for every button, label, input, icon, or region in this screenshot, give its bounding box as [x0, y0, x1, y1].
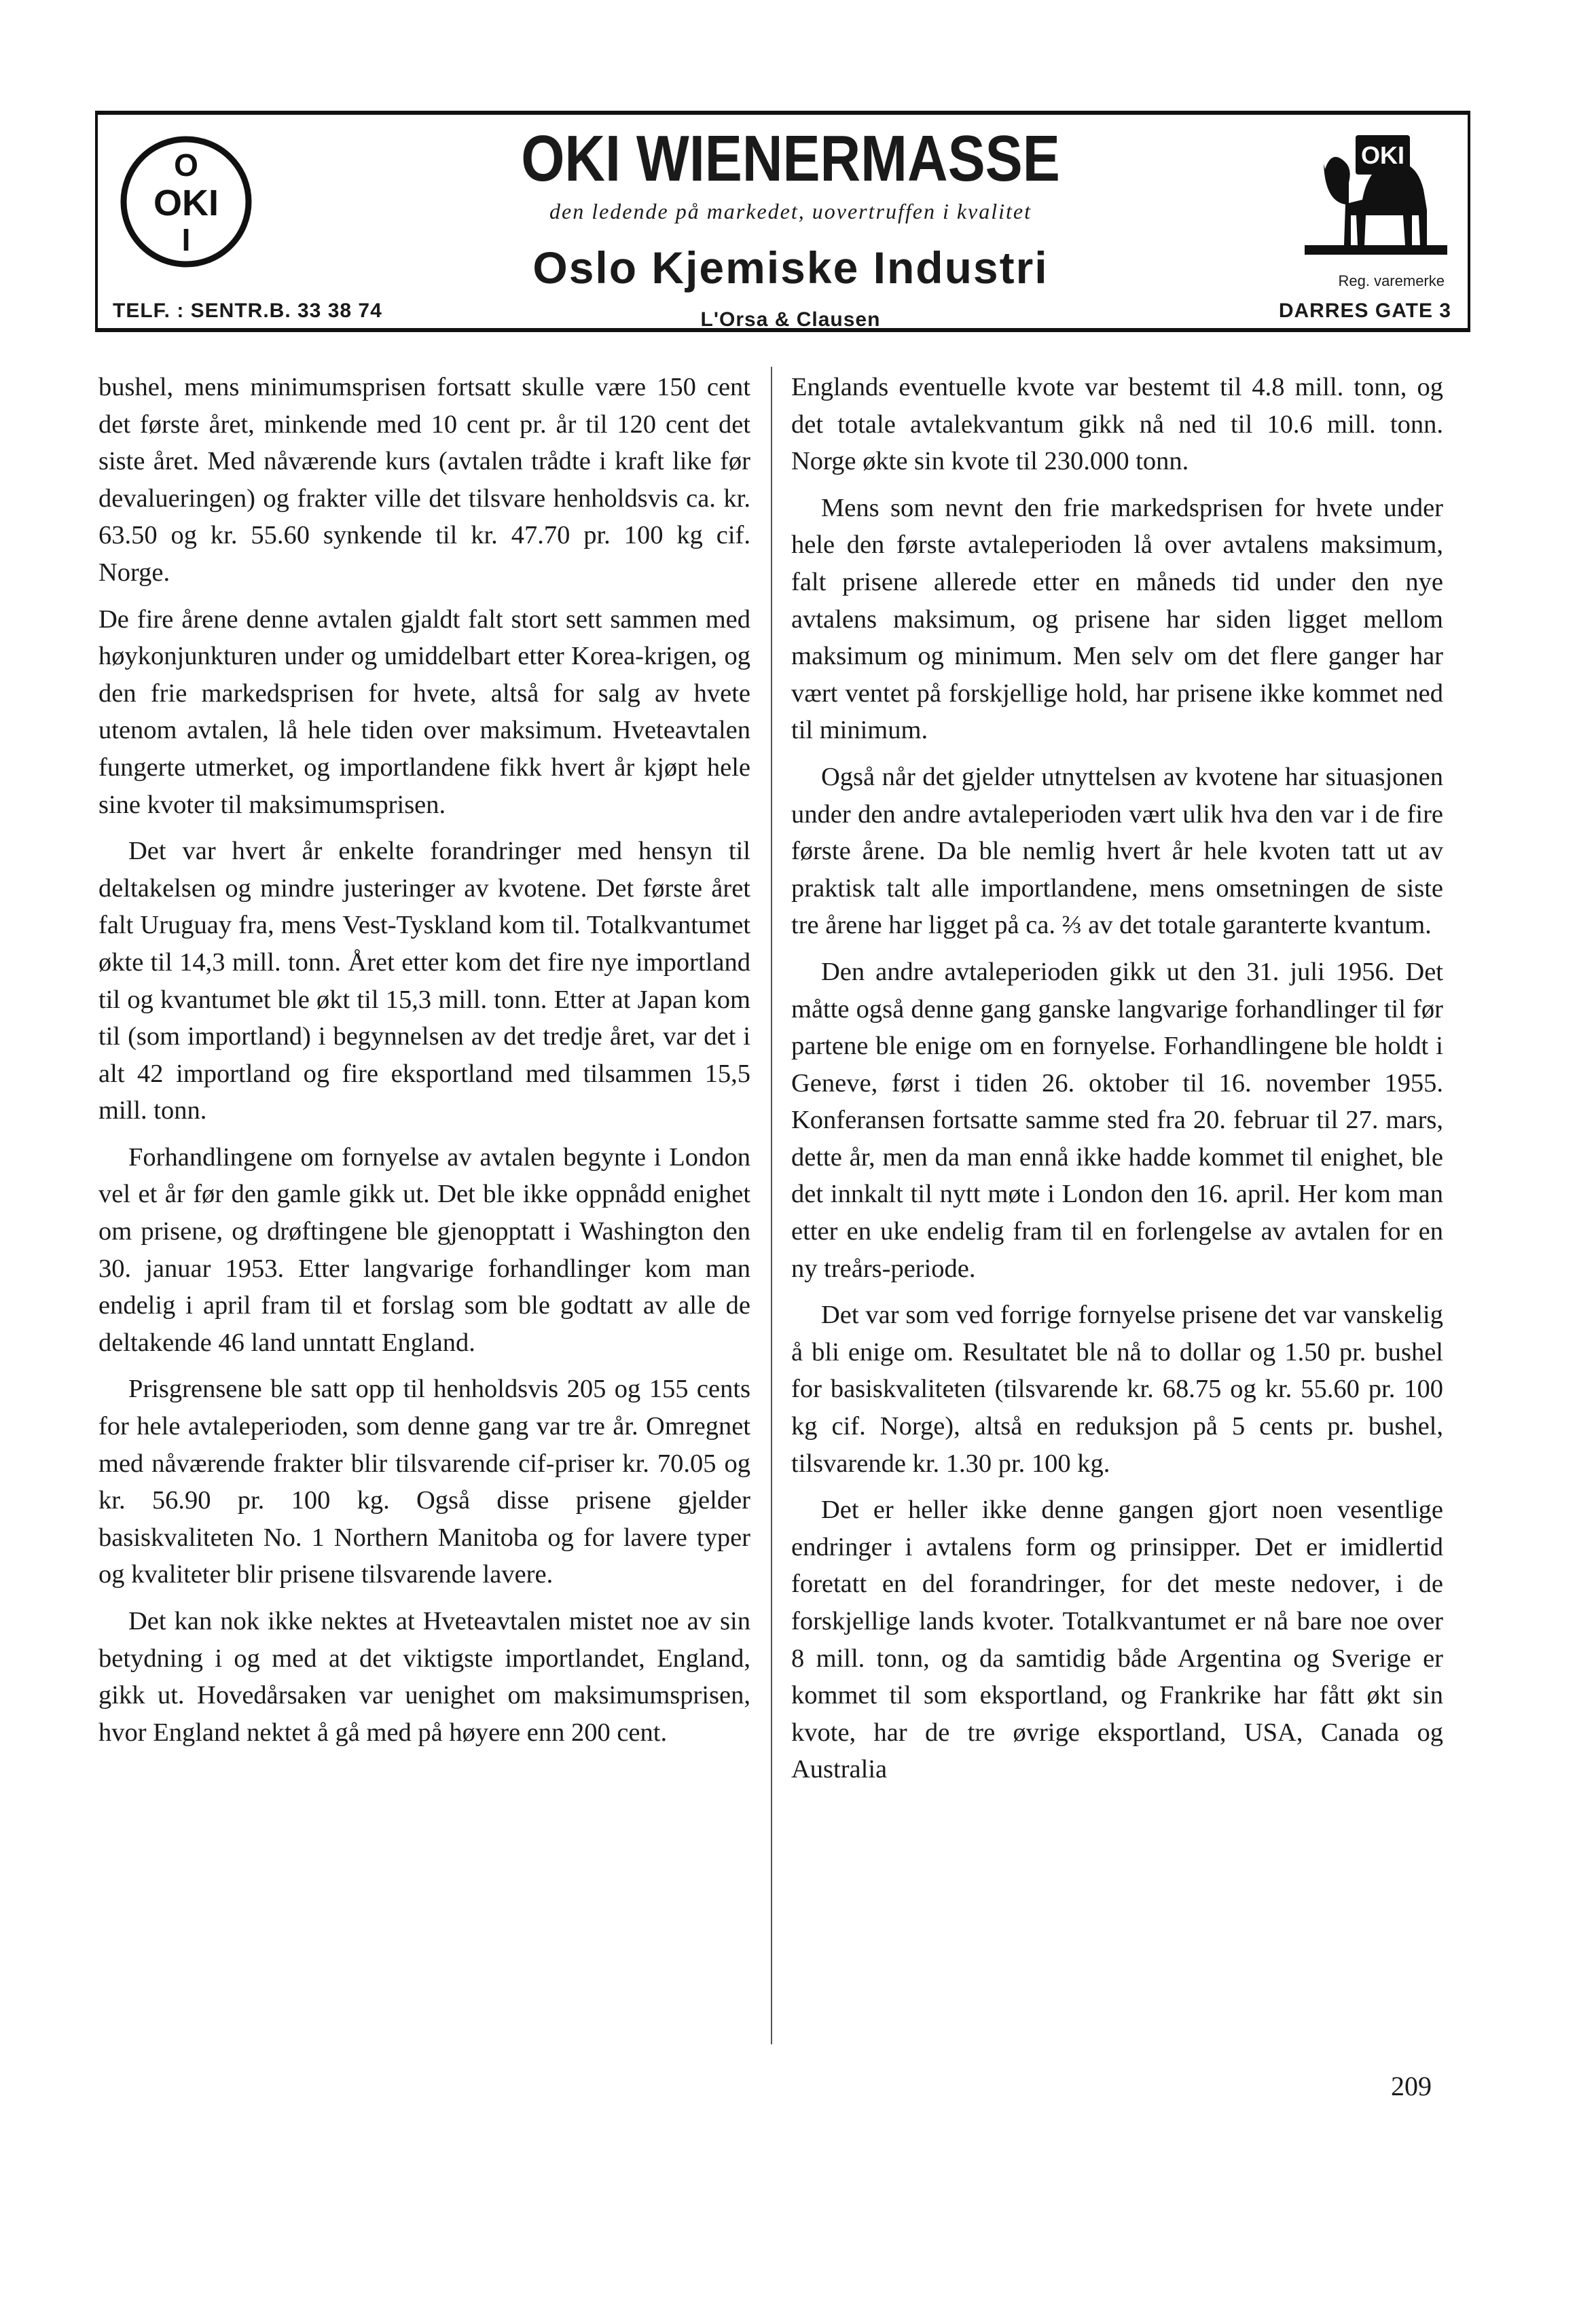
logo-bottom-letter: I: [181, 222, 191, 257]
registered-trademark-note: Reg. varemerke: [1338, 272, 1445, 289]
oki-logo-icon: [118, 134, 254, 270]
paragraph: Det er heller ikke denne gangen gjort noen vesentlige endringer i avtalens form og prinsipper. Det er imidlertid foretatt en del forandringer, for det meste nedover, i de forskjellige lands kvoter. Totalkvantumet er nå bare noe over 8 mill. tonn, og da samtidig både Argentina og Sverige er kommet til som eksportland, og Frankrike har fått økt sin kvote, har de tre øvrige eksportland, USA, Canada og Australia: [791, 1496, 1443, 1784]
paragraph: Mens som nevnt den frie markedsprisen for hvete under hele den første avtaleperioden lå over avtalens maksimum, falt prisene allerede etter en måneds tid under den nye avtalens maksimum, og prisene har siden ligget mellom maksimum og minimum. Men selv om det flere ganger har vært ventet på forskjellige hold, har prisene ikke kommet ned til minimum.: [791, 493, 1443, 745]
ad-address: DARRES GATE 3: [1278, 300, 1451, 322]
ad-company-name: Oslo Kjemiske Industri: [532, 242, 1049, 293]
advertisement-banner: [95, 111, 1470, 332]
column-divider: [771, 367, 772, 2044]
ad-title: OKI WIENERMASSE: [521, 122, 1060, 195]
ad-phone-number: TELF. : SENTR.B. 33 38 74: [113, 300, 382, 322]
paragraph: Også når det gjelder utnyttelsen av kvotene har situasjonen under den andre avtaleperioden vært ulik hva den var i de fire første årene. Da ble nemlig hvert år hele kvoten tatt ut av praktisk talt alle importlandene, mens omsetningen de siste tre årene har ligget på ca. ⅔ av det totale garanterte kvantum.: [791, 762, 1443, 940]
logo-top-letter: O: [174, 147, 198, 183]
paragraph: Forhandlingene om fornyelse av avtalen begynte i London vel et år før den gamle gikk ut. Det ble ikke oppnådd enighet om prisene, og drøftingene ble gjenopptatt i Washington den 30. januar 1953. Etter langvarige forhandlinger kom man endelig i april fram til et forslag som ble godtatt av alle de deltakende 46 land unntatt England.: [98, 1142, 750, 1357]
ad-center-block: [397, 122, 1184, 331]
ad-owner: L'Orsa & Clausen: [700, 308, 881, 331]
page-number: 209: [1391, 2071, 1432, 2101]
paragraph: Det kan nok ikke nektes at Hveteavtalen mistet noe av sin betydning i og med at det viktigste importlandet, England, gikk ut. Hovedårsaken var uenighet om maksimumsprisen, hvor England nektet å gå med på høyere enn 200 cent.: [98, 1607, 750, 1747]
camel-label: OKI: [1360, 141, 1405, 169]
paragraph: De fire årene denne avtalen gjaldt falt stort sett sammen med høykonjunkturen under og umiddelbart etter Korea-krigen, og den frie markedsprisen for hvete, altså for salg av hvete utenom avtalen, lå hele tiden over maksimum. Hveteavtalen fungerte utmerket, og importlandene fikk hvert år kjøpt hele sine kvoter til maksimumsprisen.: [98, 604, 750, 819]
logo-middle-text: OKI: [153, 183, 219, 223]
article-right-column: [791, 369, 1443, 1798]
camel-trademark-icon: [1298, 128, 1454, 264]
paragraph: Prisgrensene ble satt opp til henholdsvis 205 og 155 cents for hele avtaleperioden, som denne gang var tre år. Omregnet med nåværende frakter blir tilsvarende cif-priser kr. 70.05 og kr. 56.90 pr. 100 kg. Også disse prisene gjelder basiskvaliteten No. 1 Northern Manitoba og for lavere typer og kvaliteter blir prisene tilsvarende lavere.: [98, 1375, 750, 1589]
paragraph: Englands eventuelle kvote var bestemt til 4.8 mill. tonn, og det totale avtalekvantum gikk nå ned til 10.6 mill. tonn. Norge økte sin kvote til 230.000 tonn.: [791, 373, 1443, 476]
paragraph: Det var hvert år enkelte forandringer med hensyn til deltakelsen og mindre justeringer av kvotene. Det første året falt Uruguay fra, mens Vest-Tyskland kom til. Totalkvantumet økte til 14,3 mill. tonn. Året etter kom det fire nye importland til og kvantumet ble økt til 15,3 mill. tonn. Etter at Japan kom til (som importland) i begynnelsen av det tredje året, var det i alt 42 importland og fire eksportland med tilsammen 15,5 mill. tonn.: [98, 837, 750, 1125]
paragraph: bushel, mens minimumsprisen fortsatt skulle være 150 cent det første året, minkende med 10 cent pr. år til 120 cent det siste året. Med nåværende kurs (avtalen trådte i kraft like før devalueringen) og frakter ville det tilsvare henholdsvis ca. kr. 63.50 og kr. 55.60 synkende til kr. 47.70 pr. 100 kg cif. Norge.: [98, 373, 750, 587]
paragraph: Den andre avtaleperioden gikk ut den 31. juli 1956. Det måtte også denne gang ganske langvarige forhandlinger til før partene ble enige om en fornyelse. Forhandlingene ble holdt i Geneve, først i tiden 26. oktober til 16. november 1955. Konferansen fortsatte samme sted fra 20. februar til 27. mars, dette år, men da man ennå ikke hadde kommet til enighet, ble det innkalt til nytt møte i London den 16. april. Her kom man etter en uke endelig fram til en forlengelse av avtalen for en ny treårs-periode.: [791, 957, 1443, 1283]
article-left-column: [98, 369, 750, 1760]
paragraph: Det var som ved forrige fornyelse prisene det var vanskelig å bli enige om. Resultatet ble nå to dollar og 1.50 pr. bushel for basiskvaliteten (tilsvarende kr. 68.75 og kr. 55.60 pr. 100 kg cif. Norge), altså en reduksjon på 5 cents pr. bushel, tilsvarende kr. 1.30 pr. 100 kg.: [791, 1301, 1443, 1478]
ad-slogan: den ledende på markedet, uovertruffen i kvalitet: [549, 199, 1032, 223]
